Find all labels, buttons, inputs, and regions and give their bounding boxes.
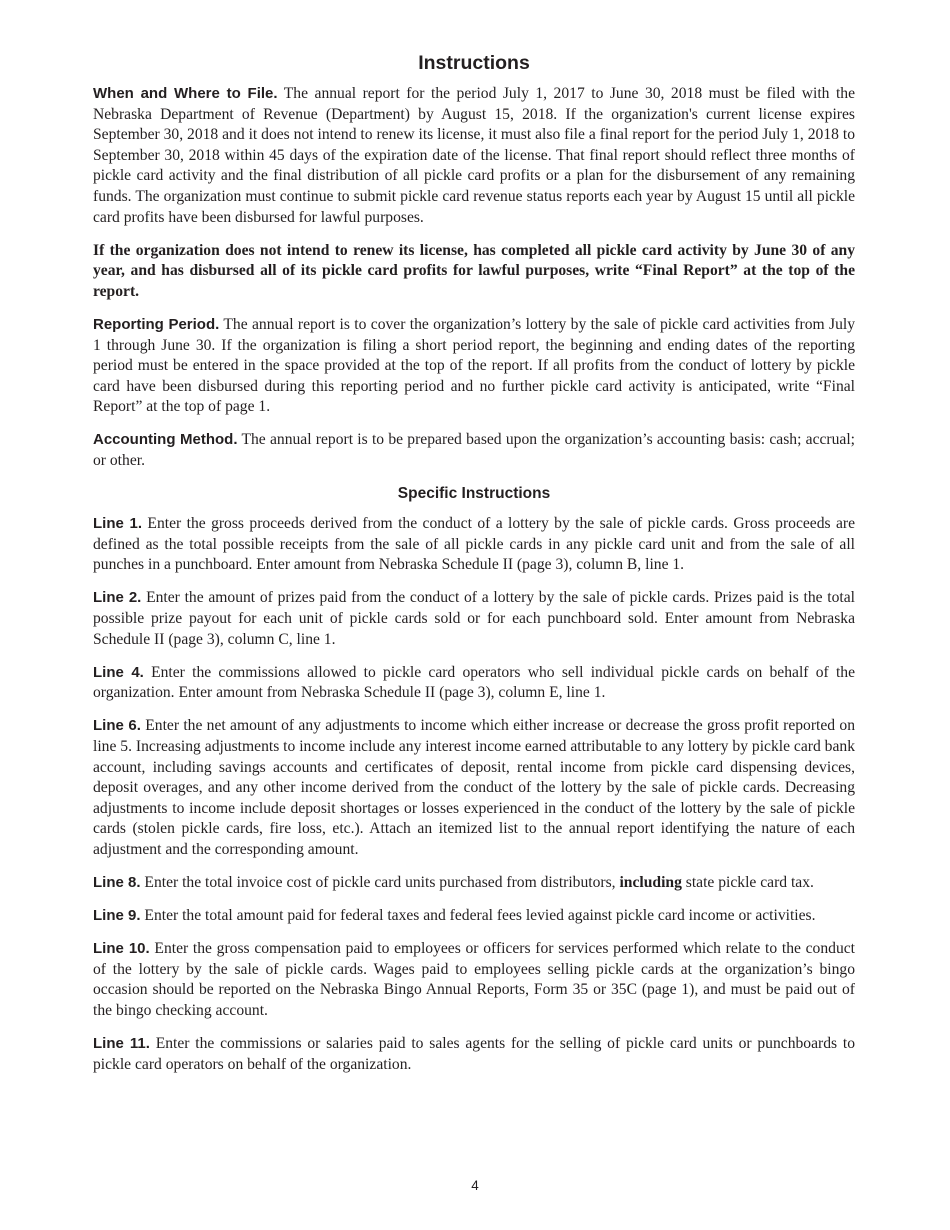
reporting-period-paragraph — [93, 315, 855, 418]
line6-heading: Line 6. — [93, 717, 141, 735]
when-where-paragraph — [93, 84, 855, 228]
line9-paragraph — [93, 906, 855, 927]
line8-text-after: state pickle card tax. — [681, 874, 814, 891]
line1-paragraph — [93, 514, 855, 576]
line9-text: Enter the total amount paid for federal taxes and federal fees levied against pickle card income or activities. — [140, 907, 816, 925]
when-where-heading: When and Where to File. — [93, 85, 278, 102]
accounting-method-text: The annual report is to be prepared based upon the organization’s accounting basis: cash; accrual; or other. — [93, 431, 856, 469]
line1-heading: Line 1. — [93, 515, 143, 533]
page-number: 4 — [471, 1178, 479, 1193]
line8-text-before: Enter the total invoice cost of pickle card units purchased from distributors, — [140, 874, 620, 891]
line8-heading: Line 8. — [93, 874, 141, 891]
section-subtitle: Specific Instructions — [397, 485, 551, 503]
line11-paragraph — [93, 1034, 855, 1075]
line9-heading: Line 9. — [93, 907, 141, 925]
line2-paragraph — [93, 588, 855, 650]
line6-text: Enter the net amount of any adjustments to income which either increase or decrease the gross profit reported on line 5. Increasing adjustments to income include any interest income earned attributable to any lottery by pickle card bank account, including savings accounts and certificates of deposit, rental income from pickle card dispensing devices, deposit overages, and any other income derived from the conduct of the lottery by the sale of pickle cards. Decreasing adjustments to income include deposit shortages or losses experienced in the conduct of the lottery by the sale of pickle cards (stolen pickle cards, fire loss, etc.). Attach an itemized list to the annual report identifying the nature of each adjustment and the corresponding amount. — [93, 717, 856, 858]
page-title: Instructions — [418, 52, 530, 74]
line8-paragraph — [93, 873, 855, 894]
line10-text: Enter the gross compensation paid to employees or officers for services performed which relate to the conduct of the lottery by the sale of pickle cards. Wages paid to employees selling pickle cards at the organization’s bingo occasion should be reported on the Nebraska Bingo Annual Reports, Form 35 or 35C (page 1), and must be paid out of the bingo checking account. — [93, 940, 855, 1019]
final-report-note: If the organization does not intend to renew its license, has completed all pickle card activity by June 30 of any year, and has disbursed all of its pickle card profits for lawful purposes, write “Final Report” at the top of the report. — [93, 241, 855, 300]
line8-emphasis: including — [619, 874, 682, 891]
document-page — [93, 50, 855, 1088]
line4-paragraph — [93, 663, 855, 704]
when-where-text: The annual report for the period July 1, 2017 to June 30, 2018 must be filed with the Nebraska Department of Revenue (Department) by August 15, 2018. If the organization's current license expires September 30, 2018 and it does not intend to renew its license, it must also file a final report for the period July 1, 2018 to September 30, 2018 within 45 days of the expiration date of the license. That final report should reflect three months of pickle card activity and the final distribution of all pickle card profits or a plan for the disbursement of any remaining funds. The organization must continue to submit pickle card revenue status reports each year by August 15 until all pickle card profits have been disbursed for lawful purposes. — [93, 85, 855, 226]
line2-heading: Line 2. — [93, 589, 142, 607]
accounting-method-paragraph — [93, 430, 855, 471]
line2-text: Enter the amount of prizes paid from the conduct of a lottery by the sale of pickle cards. Prizes paid is the total possible prize payout for each unit of pickle cards sold or for each punchboard sold. Enter amount from Nebraska Schedule II (page 3), column C, line 1. — [93, 589, 855, 648]
reporting-period-heading: Reporting Period. — [93, 315, 220, 333]
line10-paragraph — [93, 939, 855, 1021]
accounting-method-heading: Accounting Method. — [93, 431, 238, 449]
line1-text: Enter the gross proceeds derived from the conduct of a lottery by the sale of pickle cards. Gross proceeds are defined as the total possible receipts from the sale of all pickle cards in any pickle card unit and from the sale of all punches in a punchboard. Enter amount from Nebraska Schedule II (page 3), column B, line 1. — [93, 515, 856, 574]
line6-paragraph — [93, 716, 855, 860]
line11-heading: Line 11. — [93, 1035, 150, 1053]
line10-heading: Line 10. — [93, 940, 150, 958]
line11-text: Enter the commissions or salaries paid to sales agents for the selling of pickle card units or punchboards to pickle card operators on behalf of the organization. — [93, 1035, 855, 1073]
line4-heading: Line 4. — [93, 663, 144, 681]
reporting-period-text: The annual report is to cover the organization’s lottery by the sale of pickle card activities from July 1 through June 30. If the organization is filing a short period report, the beginning and ending dates of the reporting period must be entered in the space provided at the top of the report. If all profits from the conduct of lottery by pickle card have been disbursed during this reporting period and no further pickle card activity is anticipated, write “Final Report” at the top of page 1. — [93, 315, 855, 416]
line4-text: Enter the commissions allowed to pickle card operators who sell individual pickle cards on behalf of the organization. Enter amount from Nebraska Schedule II (page 3), column E, line 1. — [93, 663, 855, 702]
